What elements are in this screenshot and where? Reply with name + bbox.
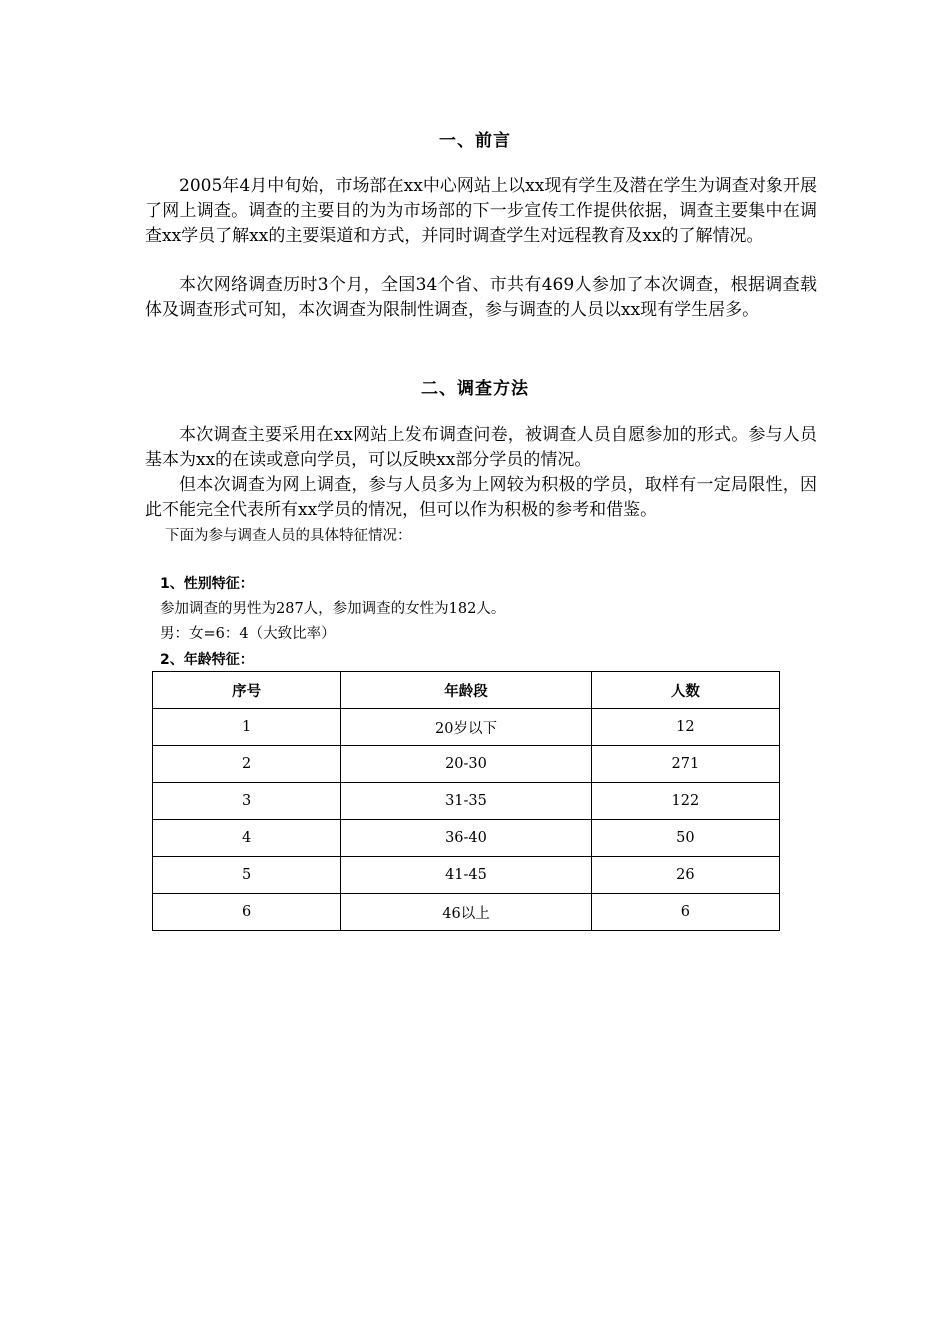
cell-index: 2 <box>153 746 341 783</box>
cell-age-range: 31-35 <box>341 783 591 820</box>
preface-paragraph-1: 2005年4月中旬始，市场部在xx中心网站上以xx现有学生及潜在学生为调查对象开展了网上调查。调查的主要目的为为市场部的下一步宣传工作提供依据，调查主要集中在调查xx学员了解xx的主要渠道和方式，并同时调查学生对远程教育及xx的了解情况。 <box>145 176 817 246</box>
gender-ratio: 男：女=6：4（大致比率） <box>160 626 336 642</box>
table-row <box>153 709 780 746</box>
table-header-row <box>153 672 780 709</box>
table-row <box>153 820 780 857</box>
features-intro: 下面为参与调查人员的具体特征情况： <box>165 528 412 544</box>
table-row <box>153 857 780 894</box>
header-count: 人数 <box>591 672 779 709</box>
cell-age-range: 46以上 <box>341 894 591 931</box>
cell-count: 12 <box>591 709 779 746</box>
header-age-range: 年龄段 <box>341 672 591 709</box>
cell-count: 50 <box>591 820 779 857</box>
table-row <box>153 894 780 931</box>
cell-index: 4 <box>153 820 341 857</box>
method-paragraph-2: 但本次调查为网上调查，参与人员多为上网较为积极的学员，取样有一定局限性，因此不能完全代表所有xx学员的情况，但可以作为积极的参考和借鉴。 <box>145 475 817 520</box>
cell-count: 122 <box>591 783 779 820</box>
gender-title: 1、性别特征： <box>160 576 254 592</box>
gender-counts: 参加调查的男性为287人，参加调查的女性为182人。 <box>160 601 506 617</box>
cell-age-range: 41-45 <box>341 857 591 894</box>
table-row <box>153 783 780 820</box>
cell-index: 5 <box>153 857 341 894</box>
cell-age-range: 36-40 <box>341 820 591 857</box>
section-heading-method: 二、调查方法 <box>421 379 529 399</box>
header-index: 序号 <box>153 672 341 709</box>
cell-count: 26 <box>591 857 779 894</box>
cell-age-range: 20-30 <box>341 746 591 783</box>
age-table <box>152 671 780 931</box>
cell-index: 3 <box>153 783 341 820</box>
method-paragraph-1: 本次调查主要采用在xx网站上发布调查问卷，被调查人员自愿参加的形式。参与人员基本为xx的在读或意向学员，可以反映xx部分学员的情况。 <box>145 425 817 470</box>
section-heading-preface: 一、前言 <box>439 131 511 151</box>
cell-index: 6 <box>153 894 341 931</box>
cell-age-range: 20岁以下 <box>341 709 591 746</box>
cell-index: 1 <box>153 709 341 746</box>
table-row <box>153 746 780 783</box>
cell-count: 271 <box>591 746 779 783</box>
preface-paragraph-2: 本次网络调查历时3个月，全国34个省、市共有469人参加了本次调查，根据调查载体及调查形式可知，本次调查为限制性调查，参与调查的人员以xx现有学生居多。 <box>145 275 817 320</box>
age-title: 2、年龄特征： <box>160 652 254 668</box>
cell-count: 6 <box>591 894 779 931</box>
